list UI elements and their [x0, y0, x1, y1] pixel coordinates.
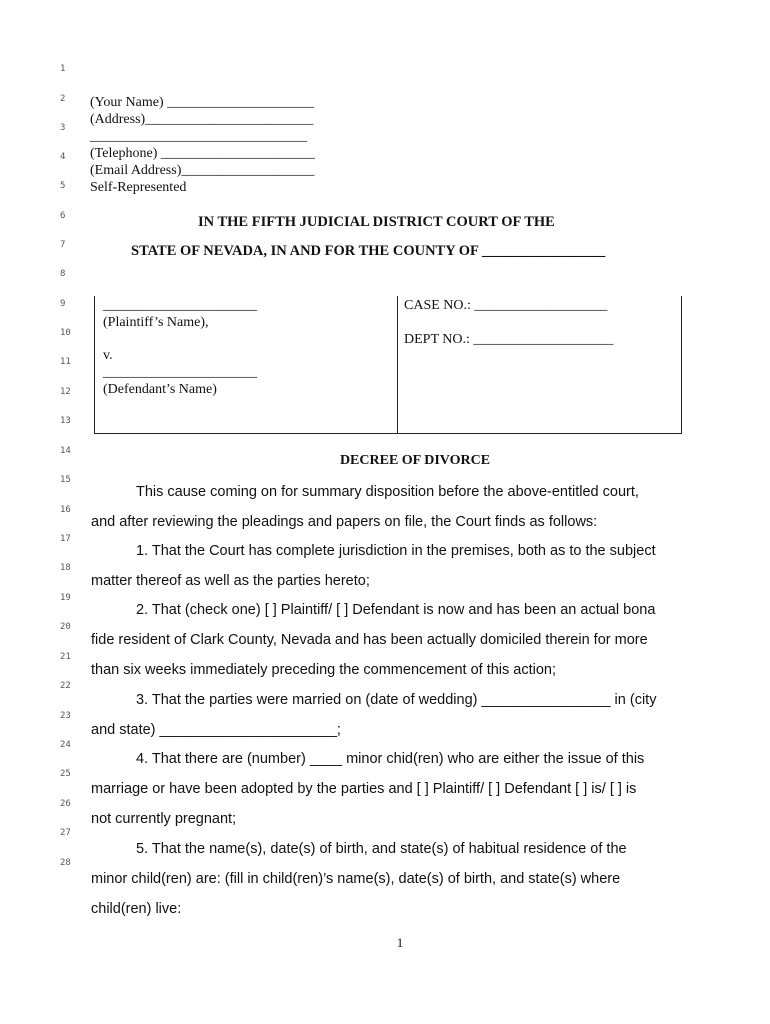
line-number: 22	[60, 681, 71, 691]
line-number: 19	[60, 593, 71, 603]
line-number: 27	[60, 828, 71, 838]
line-number: 21	[60, 652, 71, 662]
body-line: and state) ______________________;	[91, 722, 341, 738]
defendant-label: (Defendant’s Name)	[103, 382, 217, 397]
case-caption-box	[94, 296, 682, 434]
line-number: 12	[60, 387, 71, 397]
self-represented-label: Self-Represented	[90, 180, 187, 195]
body-line: child(ren) live:	[91, 901, 182, 917]
case-number-field[interactable]: CASE NO.: ___________________	[404, 298, 608, 313]
caption-divider	[397, 296, 398, 433]
line-number: 18	[60, 563, 71, 573]
body-line: 3. That the parties were married on (date of wedding) ________________ in (city	[136, 692, 657, 708]
line-number: 2	[60, 94, 66, 104]
body-line: 1. That the Court has complete jurisdiction in the premises, both as to the subject	[136, 543, 656, 559]
line-number: 14	[60, 446, 71, 456]
line-number: 13	[60, 416, 71, 426]
plaintiff-label: (Plaintiff’s Name),	[103, 315, 209, 330]
dept-number-field[interactable]: DEPT NO.: ____________________	[404, 332, 614, 347]
body-line: marriage or have been adopted by the parties and [ ] Plaintiff/ [ ] Defendant [ ] is/ [ ] is	[91, 781, 637, 797]
line-number: 5	[60, 181, 66, 191]
line-number: 3	[60, 123, 66, 133]
court-heading-line1: IN THE FIFTH JUDICIAL DISTRICT COURT OF THE	[198, 214, 555, 230]
line-number: 23	[60, 711, 71, 721]
address-field[interactable]: (Address)________________________	[90, 112, 314, 127]
body-line: 5. That the name(s), date(s) of birth, and state(s) of habitual residence of the	[136, 841, 627, 857]
line-number: 4	[60, 152, 66, 162]
document-title: DECREE OF DIVORCE	[339, 453, 491, 468]
line-number: 8	[60, 269, 66, 279]
line-number: 26	[60, 799, 71, 809]
versus-label: v.	[103, 348, 113, 363]
line-number: 15	[60, 475, 71, 485]
line-number: 20	[60, 622, 71, 632]
body-line: not currently pregnant;	[91, 811, 237, 827]
body-line: fide resident of Clark County, Nevada and has been actually domiciled therein for more	[91, 632, 648, 648]
line-number: 9	[60, 299, 66, 309]
body-line: and after reviewing the pleadings and papers on file, the Court finds as follows:	[91, 514, 598, 530]
line-number: 24	[60, 740, 71, 750]
line-number: 7	[60, 240, 66, 250]
line-number: 28	[60, 858, 71, 868]
line-number: 17	[60, 534, 71, 544]
party-header	[90, 94, 315, 196]
line-number: 1	[60, 64, 66, 74]
line-number: 6	[60, 211, 66, 221]
line-number: 11	[60, 357, 71, 367]
body-line: 4. That there are (number) ____ minor chid(ren) who are either the issue of this	[136, 751, 645, 767]
line-number: 10	[60, 328, 71, 338]
body-line: matter thereof as well as the parties hereto;	[91, 573, 370, 589]
body-line: This cause coming on for summary disposition before the above-entitled court,	[136, 484, 639, 500]
email-field[interactable]: (Email Address)___________________	[90, 163, 315, 178]
line-number: 16	[60, 505, 71, 515]
your-name-field[interactable]: (Your Name) _____________________	[90, 95, 315, 110]
body-line: minor child(ren) are: (fill in child(ren)’s name(s), date(s) of birth, and state(s) where	[91, 871, 621, 887]
body-line: 2. That (check one) [ ] Plaintiff/ [ ] Defendant is now and has been an actual bona	[136, 602, 656, 618]
page-number: 1	[396, 935, 404, 950]
address-field-line2[interactable]: _______________________________	[90, 129, 307, 144]
plaintiff-name-field[interactable]: ______________________	[103, 298, 257, 313]
court-heading-line2: STATE OF NEVADA, IN AND FOR THE COUNTY OF _________________	[131, 243, 606, 259]
line-number: 25	[60, 769, 71, 779]
defendant-name-field[interactable]: ______________________	[103, 365, 257, 380]
telephone-field[interactable]: (Telephone) ______________________	[90, 146, 315, 161]
body-line: than six weeks immediately preceding the commencement of this action;	[91, 662, 557, 678]
